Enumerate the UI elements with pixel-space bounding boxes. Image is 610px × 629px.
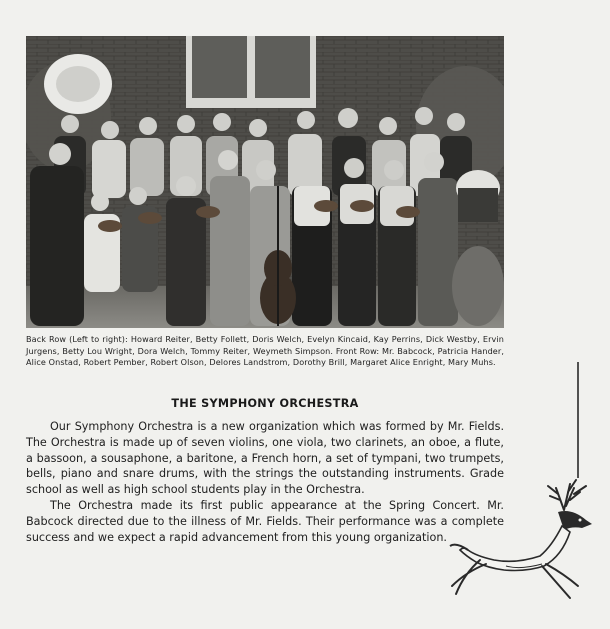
- orchestra-group-photo: [26, 36, 504, 328]
- article-paragraph: Our Symphony Orchestra is a new organization which was formed by Mr. Fields. The Orchestra is made up of seven violins, one viola, two clarinets, an oboe, a flute, a bassoon, a sousaphone, a baritone, a French horn, a set of tympani, two trumpets, bells, piano and snare drums, with the strings the outstanding instruments. Grade school as well as high school students play in the Orchestra.: [26, 420, 504, 497]
- article-paragraph: The Orchestra made its first public appearance at the Spring Concert. Mr. Babcock directed due to the illness of Mr. Fields. Their performance was a complete success and we expect a rapid advancement from this young organization.: [26, 498, 504, 544]
- article-title: THE SYMPHONY ORCHESTRA: [171, 397, 359, 410]
- leaping-deer-icon: [446, 360, 610, 600]
- photo-caption: Back Row (Left to right): Howard Reiter, Betty Follett, Doris Welch, Evelyn Kincaid, Kay Perrins, Dick Westby, Ervin Jurgens, Betty Lou Wright, Dora Welch, Tommy Reiter, Weymeth Simpson. Front Row: Mr. Babcock, Patricia Hander, Alice Onstad, Robert Pember, Robert Olson, Delores Landstrom, Dorothy Brill, Margaret Alice Enright, Mary Muhs.: [26, 334, 504, 367]
- article-body: [26, 419, 504, 545]
